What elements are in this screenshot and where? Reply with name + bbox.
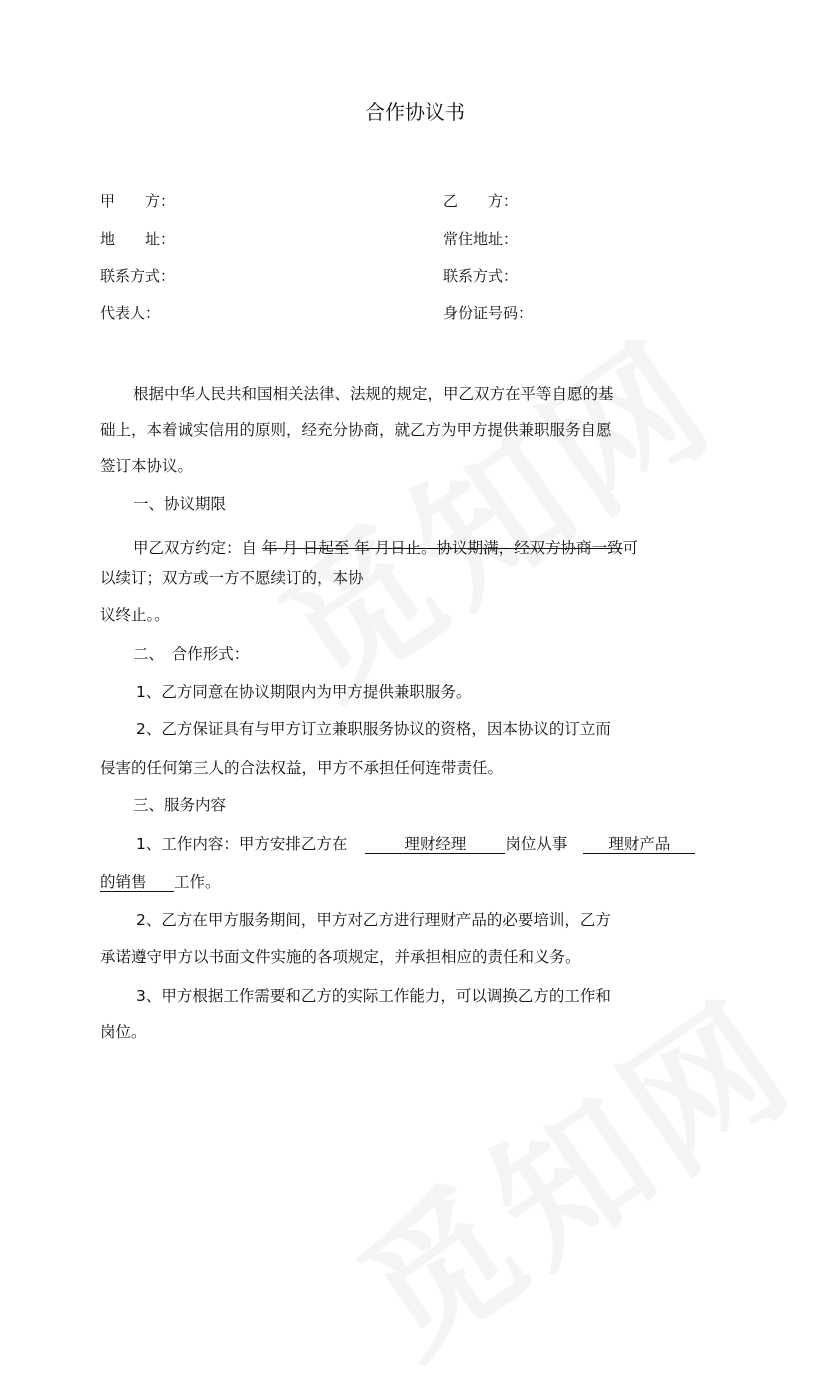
intro-line-3: 签订本协议。 (100, 457, 194, 475)
position-blank: 理财经理 (365, 835, 505, 854)
section-2-item-1: 1、乙方同意在协议期限内为甲方提供兼职服务。 (136, 683, 472, 701)
work-content-blank-continued: 的销售 (100, 873, 174, 892)
section-1-line-1-start: 甲乙双方约定：自 (133, 539, 262, 557)
section-3-item-1-prefix: 1、工作内容：甲方安排乙方在 (136, 835, 348, 853)
section-1-line-1-end: 可 (622, 539, 639, 557)
section-3-heading: 三、服务内容 (133, 796, 227, 814)
section-2-item-2-line-2: 侵害的任何第三人的合法权益，甲方不承担任何连带责任。 (100, 759, 504, 777)
section-3-item-3-line-1: 3、甲方根据工作需要和乙方的实际工作能力，可以调换乙方的工作和 (136, 987, 611, 1005)
watermark (231, 282, 748, 734)
party-b-contact-label: 联系方式： (443, 267, 519, 285)
section-1-struck-text: 年 月 日起至 年 月日止。协议期满，经双方协商一致 (261, 539, 623, 557)
work-content-blank: 理财产品 (583, 835, 695, 854)
party-a-contact-label: 联系方式： (100, 267, 176, 285)
section-3-item-1-line-1 (136, 832, 695, 854)
document-title: 合作协议书 (365, 100, 465, 124)
section-1-line-3: 议终止。。 (100, 606, 170, 624)
party-a-name-label: 甲 方： (100, 192, 176, 210)
section-1-heading: 一、协议期限 (133, 495, 227, 513)
party-a-address-label: 地 址： (100, 230, 176, 248)
intro-line-2: 础上，本着诚实信用的原则，经充分协商，就乙方为甲方提供兼职服务自愿 (100, 421, 612, 439)
party-b-name-label: 乙 方： (443, 192, 519, 210)
section-2-heading: 二、 合作形式： (133, 645, 250, 663)
section-3-item-3-line-2: 岗位。 (100, 1023, 147, 1041)
section-2-item-2-line-1: 2、乙方保证具有与甲方订立兼职服务协议的资格，因本协议的订立而 (136, 720, 611, 738)
party-a-representative-label: 代表人： (100, 304, 161, 322)
section-3-item-1-suffix: 工作。 (174, 873, 221, 891)
section-3-item-2-line-2: 承诺遵守甲方以书面文件实施的各项规定，并承担相应的责任和义务。 (100, 948, 581, 966)
watermark (311, 942, 828, 1394)
party-b-address-label: 常住地址： (443, 230, 519, 248)
section-1-line-2: 以续订；双方或一方不愿续订的，本协 (100, 569, 364, 587)
section-3-item-1-mid: 岗位从事 (505, 835, 568, 853)
intro-line-1: 根据中华人民共和国相关法律、法规的规定，甲乙双方在平等自愿的基 (133, 385, 614, 403)
party-b-id-label: 身份证号码： (443, 304, 534, 322)
section-1-line-1 (133, 536, 638, 558)
section-3-item-2-line-1: 2、乙方在甲方服务期间，甲方对乙方进行理财产品的必要培训，乙方 (136, 911, 611, 929)
section-3-item-1-line-2 (100, 870, 221, 892)
